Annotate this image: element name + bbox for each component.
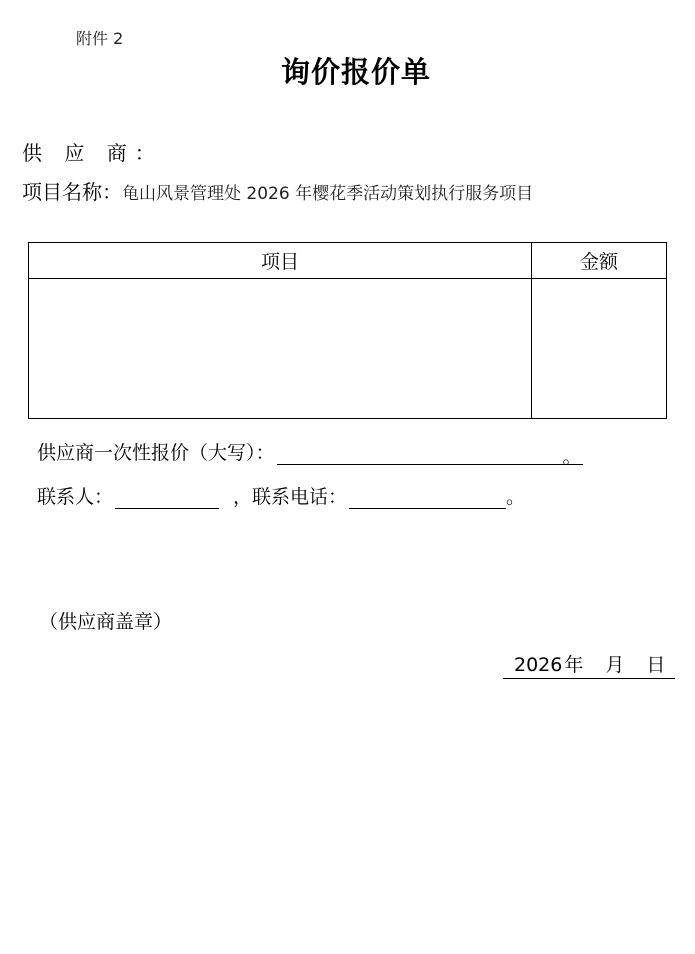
total-quote-period: 。 [563,442,583,465]
total-quote-label: 供应商一次性报价（大写）： [37,442,275,464]
supplier-label: 供 应 商： [22,141,163,165]
total-quote-line [37,438,583,468]
phone-period: 。 [506,486,526,508]
total-quote-blank[interactable] [277,442,563,465]
page-title: 询价报价单 [280,55,431,89]
table-row [29,279,667,419]
quote-table [28,242,667,419]
date-month-unit: 月 [605,654,625,676]
project-name-line [22,176,533,205]
contact-person-blank[interactable] [115,486,219,509]
column-header-amount: 金额 [532,243,667,279]
date-line [503,650,675,679]
amount-cell[interactable] [532,279,667,419]
date-day-unit: 日 [646,654,666,676]
contact-person-label: 联系人： [37,486,114,508]
item-cell[interactable] [29,279,532,419]
phone-label: ，联系电话： [233,486,348,508]
project-name-value: 龟山风景管理处 2026 年樱花季活动策划执行服务项目 [122,184,534,204]
date-year: 2026 [514,654,563,676]
column-header-item: 项目 [29,243,532,279]
table-header-row [29,243,667,279]
attachment-label: 附件 2 [76,29,124,48]
project-name-label: 项目名称： [22,180,122,204]
date-year-unit: 年 [564,654,584,676]
phone-blank[interactable] [349,486,506,509]
contact-line [37,482,525,509]
supplier-stamp-label: （供应商盖章） [39,611,173,633]
